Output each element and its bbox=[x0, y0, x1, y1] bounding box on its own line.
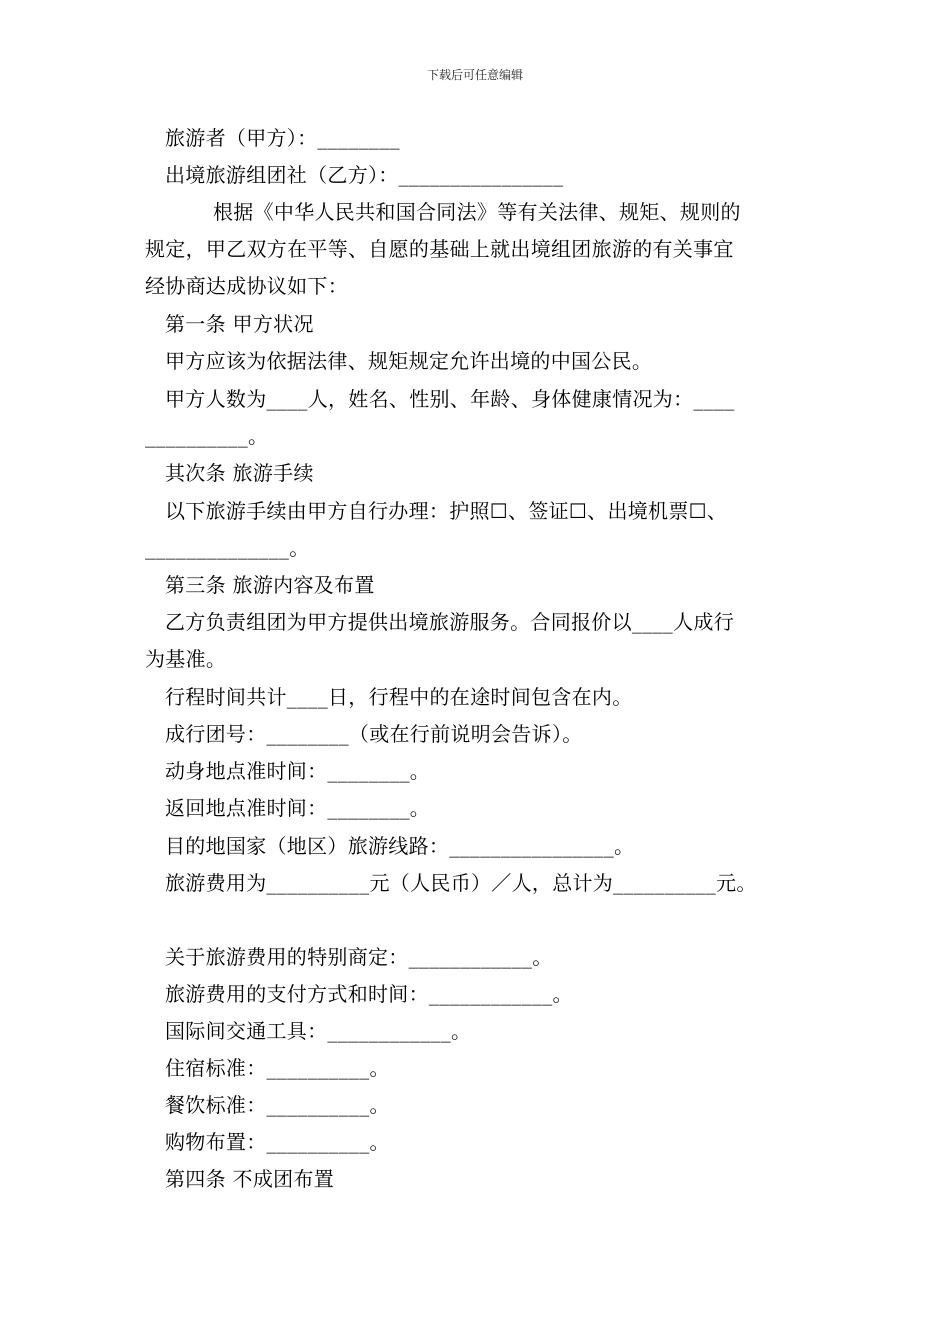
party-b-line: 出境旅游组团社（乙方）：________________ bbox=[165, 163, 564, 187]
shopping-line: 购物布置：__________。 bbox=[165, 1130, 390, 1154]
return-line: 返回地点准时间：________。 bbox=[165, 796, 431, 820]
article-1-heading: 第一条 甲方状况 bbox=[165, 312, 314, 336]
page-header: 下载后可任意编辑 bbox=[426, 68, 523, 82]
article-3-heading: 第三条 旅游内容及布置 bbox=[165, 573, 375, 597]
transport-line: 国际间交通工具：____________。 bbox=[165, 1019, 472, 1043]
article-3-text: 乙方负责组团为甲方提供出境旅游服务。合同报价以____人成行 bbox=[165, 610, 734, 634]
fee-line: 旅游费用为__________元（人民币）／人，总计为__________元。 bbox=[165, 871, 757, 895]
fee-agreement-line: 关于旅游费用的特别商定：____________。 bbox=[165, 945, 553, 969]
preamble-line-3: 经协商达成协议如下： bbox=[145, 274, 348, 298]
article-2-heading: 其次条 旅游手续 bbox=[165, 461, 314, 485]
article-1-count-line-cont: __________。 bbox=[145, 424, 269, 448]
route-line: 目的地国家（地区）旅游线路：________________。 bbox=[165, 834, 635, 858]
article-2-text-cont: ______________。 bbox=[145, 536, 310, 560]
group-number-line: 成行团号：________（或在行前说明会告诉）。 bbox=[165, 722, 583, 746]
article-1-count-line: 甲方人数为____人，姓名、性别、年龄、身体健康情况为：____ bbox=[165, 387, 735, 411]
preamble-line-2: 规定，甲乙双方在平等、自愿的基础上就出境组团旅游的有关事宜 bbox=[145, 237, 734, 261]
itinerary-days-line: 行程时间共计____日，行程中的在途时间包含在内。 bbox=[165, 685, 633, 709]
article-2-text: 以下旅游手续由甲方自行办理：护照☐、签证☐、出境机票☐、 bbox=[165, 499, 728, 523]
article-4-heading: 第四条 不成团布置 bbox=[165, 1167, 335, 1191]
meals-line: 餐饮标准：__________。 bbox=[165, 1093, 390, 1117]
payment-line: 旅游费用的支付方式和时间：____________。 bbox=[165, 982, 573, 1006]
article-3-text-cont: 为基准。 bbox=[145, 647, 227, 671]
departure-line: 动身地点准时间：________。 bbox=[165, 759, 431, 783]
article-1-text: 甲方应该为依据法律、规矩规定允许出境的中国公民。 bbox=[165, 349, 653, 373]
preamble-line-1: 根据《中华人民共和国合同法》等有关法律、规矩、规则的 bbox=[213, 200, 741, 224]
lodging-line: 住宿标准：__________。 bbox=[165, 1056, 390, 1080]
party-a-line: 旅游者（甲方）：________ bbox=[165, 126, 400, 150]
